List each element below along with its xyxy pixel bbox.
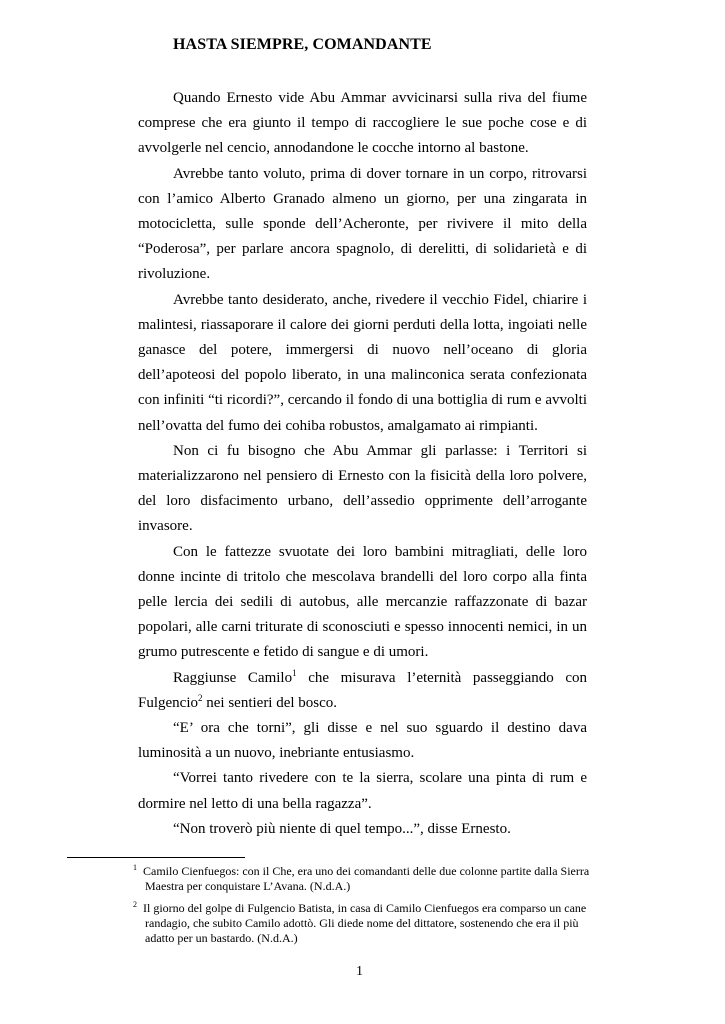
footnote-reference: 1 [292,667,297,678]
paragraph-with-footnotes [138,666,587,716]
paragraph: Con le fattezze svuotate dei loro bambini mitragliati, delle loro donne incinte di tritolo che mescolava brandelli del loro corpo alla finta pelle lercia dei sedili di autobus, alle mercanzie raffazzonate di bazar popolari, alle carni triturate di sconosciuti e spesso innocenti nemici, in un grumo putrescente e fetido di sangue e di umori. [138,543,587,661]
paragraph-text: che misurava l’eternità passeggiando con Fulgencio [138,669,587,711]
footnote-marker: 1 [133,863,137,872]
footnote-reference: 2 [198,692,203,703]
paragraph: Non ci fu bisogno che Abu Ammar gli parlasse: i Territori si materializzarono nel pensiero di Ernesto con la fisicità della loro polvere, del loro disfacimento urbano, dell’assedio opprimente dell’arrogante invasore. [138,442,587,535]
footnotes [133,864,599,953]
body-text [138,86,587,842]
document-title: HASTA SIEMPRE, COMANDANTE [173,36,432,53]
paragraph: “Vorrei tanto rivedere con te la sierra, scolare una pinta di rum e dormire nel letto di una bella ragazza”. [138,770,587,812]
paragraph: Quando Ernesto vide Abu Ammar avvicinarsi sulla riva del fiume comprese che era giunto il tempo di raccogliere le sue poche cose e di avvolgerle nel cencio, annodandone le cocche intorno al bastone. [138,90,587,157]
footnote-text: Il giorno del golpe di Fulgencio Batista, in casa di Camilo Cienfuegos era comparso un cane randagio, che subito Camilo adottò. Gli diede nome del dittatore, sostenendo che era il più adatto per un bastardo. (N.d.A.) [143,901,587,945]
footnote [133,864,599,894]
paragraph: “Non troverò più niente di quel tempo...”, disse Ernesto. [173,820,511,837]
paragraph-text: nei sentieri del bosco. [202,694,338,711]
footnote [133,901,599,946]
paragraph: Avrebbe tanto voluto, prima di dover tornare in un corpo, ritrovarsi con l’amico Alberto Granado almeno un giorno, per una zingarata in motocicletta, sulle sponde dell’Acheronte, per rivivere il mito della “Poderosa”, per parlare ancora spagnolo, di derelitti, di solidarietà e di rivoluzione. [138,165,587,283]
footnote-text: Camilo Cienfuegos: con il Che, era uno dei comandanti delle due colonne partite dalla Sierra Maestra per conquistare L’Avana. (N.d.A.) [143,864,590,893]
paragraph: Avrebbe tanto desiderato, anche, rivedere il vecchio Fidel, chiarire i malintesi, riassaporare il calore dei giorni perduti della lotta, ingoiati nelle ganasce del potere, immergersi di nuovo nell’oceano di gloria dell’apoteosi del popolo liberato, in una malinconica serata confezionata con infiniti “ti ricordi?”, cercando il fondo di una bottiglia di rum e avvolti nell’ovatta del fumo dei cohiba robustos, amalgamato ai rimpianti. [138,291,587,434]
page-number: 1 [356,964,363,979]
footnote-marker: 2 [133,900,137,909]
footnote-separator [67,857,245,858]
paragraph-text: Raggiunse Camilo [173,669,293,686]
paragraph: “E’ ora che torni”, gli disse e nel suo sguardo il destino dava luminosità a un nuovo, inebriante entusiasmo. [138,720,587,762]
